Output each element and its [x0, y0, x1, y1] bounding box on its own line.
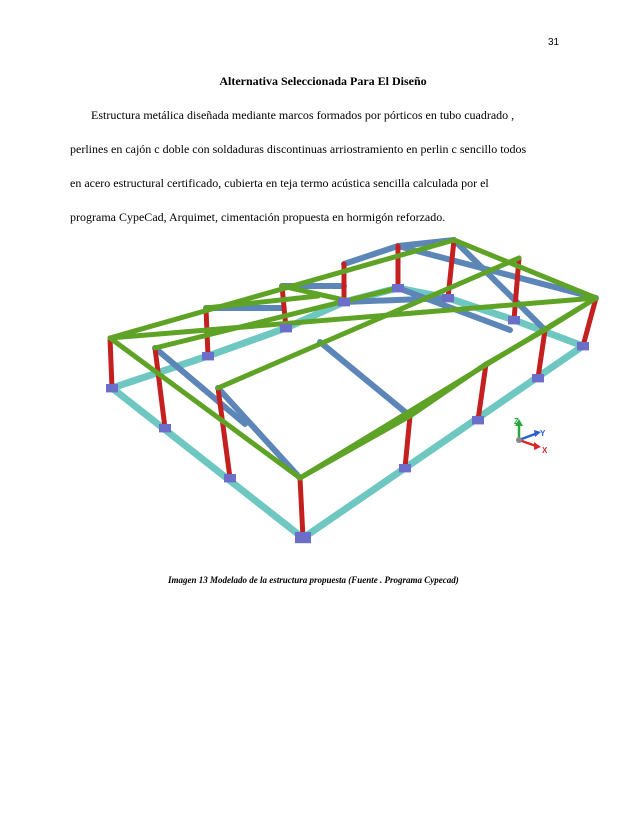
column — [110, 338, 112, 388]
base-plate — [399, 464, 411, 472]
base-plate — [532, 374, 544, 382]
rafter — [486, 330, 545, 364]
rafter — [410, 364, 486, 416]
section-heading: Alternativa Seleccionada Para El Diseño — [219, 74, 427, 88]
structure-3d-model-figure — [100, 232, 620, 562]
base-plate — [442, 294, 454, 302]
body-line: perlines en cajón c doble con soldaduras discontinuas arriostramiento en perlin c sencillo todos — [70, 142, 527, 156]
page-number: 31 — [548, 37, 560, 48]
base-plate — [508, 316, 520, 324]
axis-z-label: Z — [514, 417, 519, 426]
base-plate — [224, 474, 236, 482]
base-plate — [392, 284, 404, 292]
base-plate — [280, 324, 292, 332]
bracing-member — [320, 342, 410, 416]
axis-origin — [516, 437, 522, 443]
column — [155, 348, 165, 428]
bracing-member — [398, 246, 596, 298]
body-paragraph — [70, 98, 570, 234]
base-plate — [159, 424, 171, 432]
column — [300, 478, 303, 538]
axis-y-label: Y — [540, 429, 546, 438]
bracing-members — [155, 240, 596, 478]
base-plate — [295, 532, 311, 543]
body-line: Estructura metálica diseñada mediante marcos formados por pórticos en tubo cuadrado , — [91, 108, 515, 122]
base-plate — [106, 384, 118, 392]
column — [405, 416, 410, 468]
ground-beams — [112, 288, 583, 538]
body-line: en acero estructural certificado, cubierta en teja termo acústica sencilla calculada por el — [70, 176, 489, 190]
axis-x-label: X — [542, 446, 548, 455]
axis-x-arrow — [534, 442, 541, 450]
base-plate — [472, 416, 484, 424]
axis-triad-icon — [514, 417, 548, 455]
rafter — [300, 416, 410, 478]
body-line: programa CypeCad, Arquimet, cimentación propuesta en hormigón reforzado. — [70, 210, 446, 224]
base-plate — [577, 342, 589, 350]
base-plate — [202, 352, 214, 360]
figure-caption: Imagen 13 Modelado de la estructura propuesta (Fuente . Programa Cypecad) — [168, 575, 459, 585]
base-plate — [338, 298, 350, 306]
